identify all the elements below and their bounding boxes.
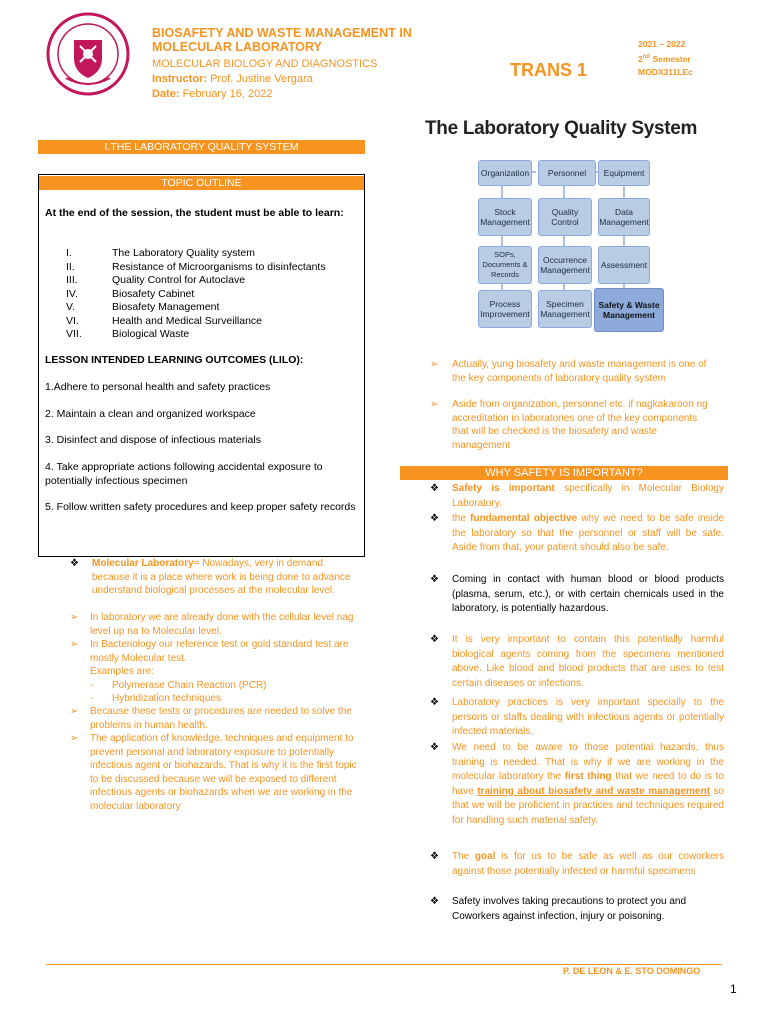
section-heading-bar: I.THE LABORATORY QUALITY SYSTEM	[38, 140, 365, 154]
page-number: 1	[730, 982, 737, 996]
safety-para-1: ❖ Safety is important specifically in Molecular Biology Laboratory.	[430, 483, 724, 509]
diamond-bullet-icon: ❖	[70, 558, 79, 569]
safety-para-6: ❖ We need to be aware to those potential hazards, thus training is needed. That is why if we are working in the molecular laboratory the first thing that we need to do is to have training about biosafety and waste management so that we will be proficient in practices and techniques required for handling such material safety.	[430, 742, 724, 826]
trans-number: TRANS 1	[510, 60, 588, 80]
topic-list	[66, 247, 361, 342]
arrow-bullet-icon: ➢	[70, 733, 79, 744]
topic-item: III. Quality Control for Autoclave	[66, 274, 246, 286]
diamond-bullet-icon: ❖	[430, 851, 439, 862]
right-arrow-bullet-1: ➢ Actually, yung biosafety and waste management is one of the key components of laboratory quality system	[430, 359, 707, 384]
school-year: 2021 – 2022	[638, 39, 686, 49]
diamond-bullet-icon: ❖	[430, 513, 439, 524]
diagram-node-occurrence-management: Occurrence Management	[538, 246, 592, 284]
safety-para-7: ❖ The goal is for us to be safe as well as our coworkers against those potentially infected or harmful specimens	[430, 851, 724, 877]
safety-para-2: ❖ the fundamental objective why we need to be safe inside the laboratory so that the personnel or staff will be safe. Aside from that, your patient should also be safe.	[430, 513, 724, 553]
diamond-bullet-icon: ❖	[430, 742, 439, 753]
diagram-node-data-management: Data Management	[598, 198, 650, 236]
diagram-node-personnel: Personnel	[538, 160, 596, 186]
safety-para-8: ❖ Safety involves taking precautions to protect you and Coworkers against infection, injury or poisoning.	[430, 896, 687, 922]
arrow-bullet-1: ➢ In laboratory we are already done with the cellular level nag level up na to Molecular level.	[70, 612, 354, 637]
footer-divider	[46, 964, 722, 965]
outline-intro: At the end of the session, the student must be able to learn:	[45, 207, 344, 219]
diagram-node-quality-control: Quality Control	[538, 198, 592, 236]
arrow-bullet-2: ➢ In Bacteriology our reference test or gold standard test are mostly Molecular test. Examples are: - Polymerase Chain Reaction (PCR) - Hybridization techniques	[70, 639, 349, 704]
why-safety-bar: WHY SAFETY IS IMPORTANT?	[400, 466, 728, 480]
arrow-bullet-icon: ➢	[430, 399, 439, 410]
arrow-bullet-4: ➢ The application of knowledge, techniques and equipment to prevent personal and laboratory exposure to potentially infectious agent or biohazards. That is why it is the first topic to be discussed because we will be exposed to different infectious agents or biohazards when we are working in the molecular laboratory	[70, 733, 357, 812]
diagram-node-organization: Organization	[478, 160, 532, 186]
safety-para-5: ❖ Laboratory practices is very important specially to the persons or staffs dealing with infectious agents or potentially infected materials.	[430, 697, 724, 737]
diamond-bullet-icon: ❖	[430, 483, 439, 494]
arrow-bullet-icon: ➢	[70, 639, 79, 650]
molecular-lab-bullet: ❖ Molecular Laboratory= Nowadays, very in demand because it is a place where work is being done to advance understand biological processes at the molecular level.	[70, 558, 351, 596]
diamond-bullet-icon: ❖	[430, 634, 439, 645]
semester: 2nd Semester	[638, 53, 691, 64]
diagram-node-equipment: Equipment	[598, 160, 650, 186]
diagram-node-assessment: Assessment	[598, 246, 650, 284]
topic-item: V. Biosafety Management	[66, 301, 220, 313]
topic-item: VII. Biological Waste	[66, 328, 190, 340]
right-arrow-bullet-2: ➢ Aside from organization, personnel etc. if nagkakaroon ng accreditation in laboratories one of the key components that will be checked is the biosafety and waste management	[430, 399, 708, 451]
quality-system-diagram	[474, 150, 674, 340]
university-seal-logo	[46, 12, 130, 96]
footer-authors: P. DE LEON & E. STO DOMINGO	[563, 966, 701, 976]
document-title: BIOSAFETY AND WASTE MANAGEMENT IN MOLECULAR LABORATORY	[152, 26, 412, 54]
course-code: MODX311LEc	[638, 66, 693, 77]
diagram-node-safety-waste-management: Safety & Waste Management	[594, 288, 664, 332]
diamond-bullet-icon: ❖	[430, 896, 439, 907]
diagram-title: The Laboratory Quality System	[425, 118, 698, 139]
diagram-node-process-improvement: Process Improvement	[478, 290, 532, 328]
outcome-4: 4. Take appropriate actions following accidental exposure to potentially infectious specimen	[45, 461, 323, 487]
topic-item: VI. Health and Medical Surveillance	[66, 314, 262, 327]
arrow-bullet-3: ➢ Because these tests or procedures are needed to solve the problems in human health.	[70, 706, 352, 731]
arrow-bullet-icon: ➢	[70, 706, 79, 717]
safety-para-3: ❖ Coming in contact with human blood or blood products (plasma, serum, etc.), or with certain chemicals used in the laboratory, is potentially hazardous.	[430, 574, 724, 614]
term-info	[638, 38, 693, 79]
topic-item: II. Resistance of Microorganisms to disinfectants	[66, 260, 326, 273]
outcome-5: 5. Follow written safety procedures and keep proper safety records	[45, 501, 356, 513]
instructor-name: Prof. Justine Vergara	[210, 73, 313, 85]
topic-outline-bar: TOPIC OUTLINE	[39, 176, 364, 190]
diamond-bullet-icon: ❖	[430, 697, 439, 708]
outcome-3: 3. Disinfect and dispose of infectious materials	[45, 434, 261, 446]
lecture-date: February 16, 2022	[182, 88, 273, 100]
outcome-2: 2. Maintain a clean and organized workspace	[45, 408, 256, 420]
topic-item: IV. Biosafety Cabinet	[66, 287, 195, 300]
course-info: MOLECULAR BIOLOGY AND DIAGNOSTICS Instructor: Prof. Justine Vergara Date: February 16, 2022	[152, 58, 378, 100]
diagram-node-sops-documents-records: SOPs, Documents & Records	[478, 246, 532, 284]
safety-para-4: ❖ It is very important to contain this potentially harmful biological agents coming from the specimens mentioned above. Like blood and blood products that are uses to test certain diseases or infections.	[430, 634, 724, 689]
arrow-bullet-icon: ➢	[70, 612, 79, 623]
topic-item: I. The Laboratory Quality system	[66, 247, 255, 259]
arrow-bullet-icon: ➢	[430, 359, 439, 370]
outcome-1: 1.Adhere to personal health and safety practices	[45, 381, 271, 393]
course-name: MOLECULAR BIOLOGY AND DIAGNOSTICS	[152, 58, 378, 70]
lilo-title: LESSON INTENDED LEARNING OUTCOMES (LILO):	[45, 354, 304, 366]
diagram-node-stock-management: Stock Management	[478, 198, 532, 236]
diagram-node-specimen-management: Specimen Management	[538, 290, 592, 328]
diamond-bullet-icon: ❖	[430, 574, 439, 585]
